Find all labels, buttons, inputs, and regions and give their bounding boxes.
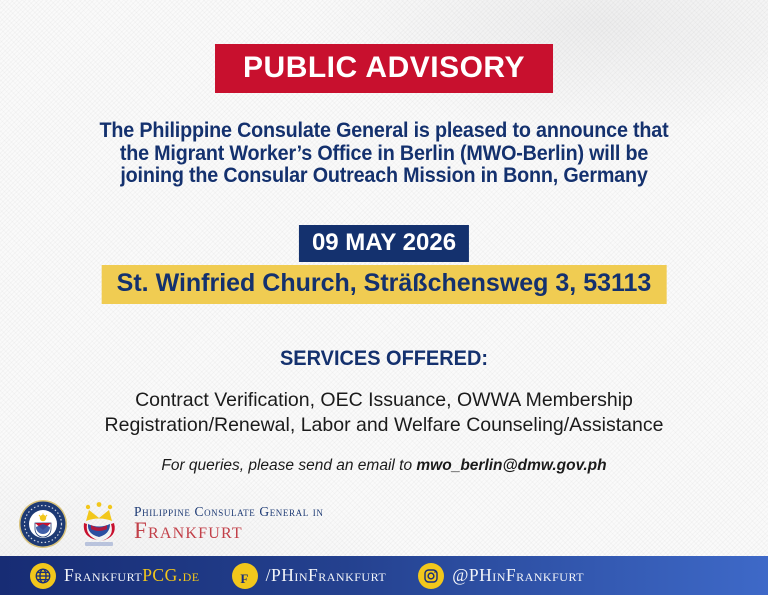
website-link[interactable] — [30, 563, 200, 589]
facebook-label: /PHinFrankfurt — [265, 565, 387, 585]
announcement-line: joining the Consular Outreach Mission in Bonn, Germany — [120, 164, 648, 187]
services-line: Registration/Renewal, Labor and Welfare Counseling/Assistance — [104, 413, 664, 436]
website-label: FrankfurtPCG.de — [64, 565, 200, 585]
services-line: Contract Verification, OEC Issuance, OWWA Membership — [135, 389, 633, 411]
facebook-link[interactable] — [232, 563, 387, 589]
advisory-title: PUBLIC ADVISORY — [243, 51, 525, 84]
event-location-highlight — [102, 265, 667, 304]
consulate-seal-icon — [18, 499, 68, 549]
advisory-banner — [215, 44, 553, 93]
social-footer-bar — [0, 556, 768, 595]
globe-icon — [30, 563, 56, 589]
bagong-pilipinas-logo-icon — [75, 499, 123, 549]
event-date-badge — [299, 225, 469, 262]
services-offered-heading: SERVICES OFFERED: — [279, 347, 489, 370]
instagram-link[interactable] — [418, 563, 584, 589]
announcement-line: The Philippine Consulate General is pleased to announce that — [99, 119, 669, 142]
announcement-line: the Migrant Worker’s Office in Berlin (MWO-Berlin) will be — [119, 141, 649, 165]
instagram-label: @PHinFrankfurt — [452, 565, 585, 585]
org-name-line2: Frankfurt — [134, 518, 243, 544]
queries-note — [0, 457, 768, 475]
announcement-text — [23, 120, 745, 188]
contact-email: mwo_berlin@dmw.gov.ph — [416, 457, 607, 474]
org-identity — [18, 497, 323, 551]
instagram-icon — [418, 563, 444, 589]
facebook-icon: f — [232, 563, 258, 589]
org-name-block — [134, 505, 323, 543]
event-location: St. Winfried Church, Sträßchensweg 3, 53113 — [116, 269, 652, 297]
services-list — [0, 388, 768, 437]
queries-text: For queries, please send an email to — [161, 457, 417, 474]
org-name-line1: Philippine Consulate General in — [134, 503, 324, 519]
event-date: 09 MAY 2026 — [311, 229, 457, 256]
